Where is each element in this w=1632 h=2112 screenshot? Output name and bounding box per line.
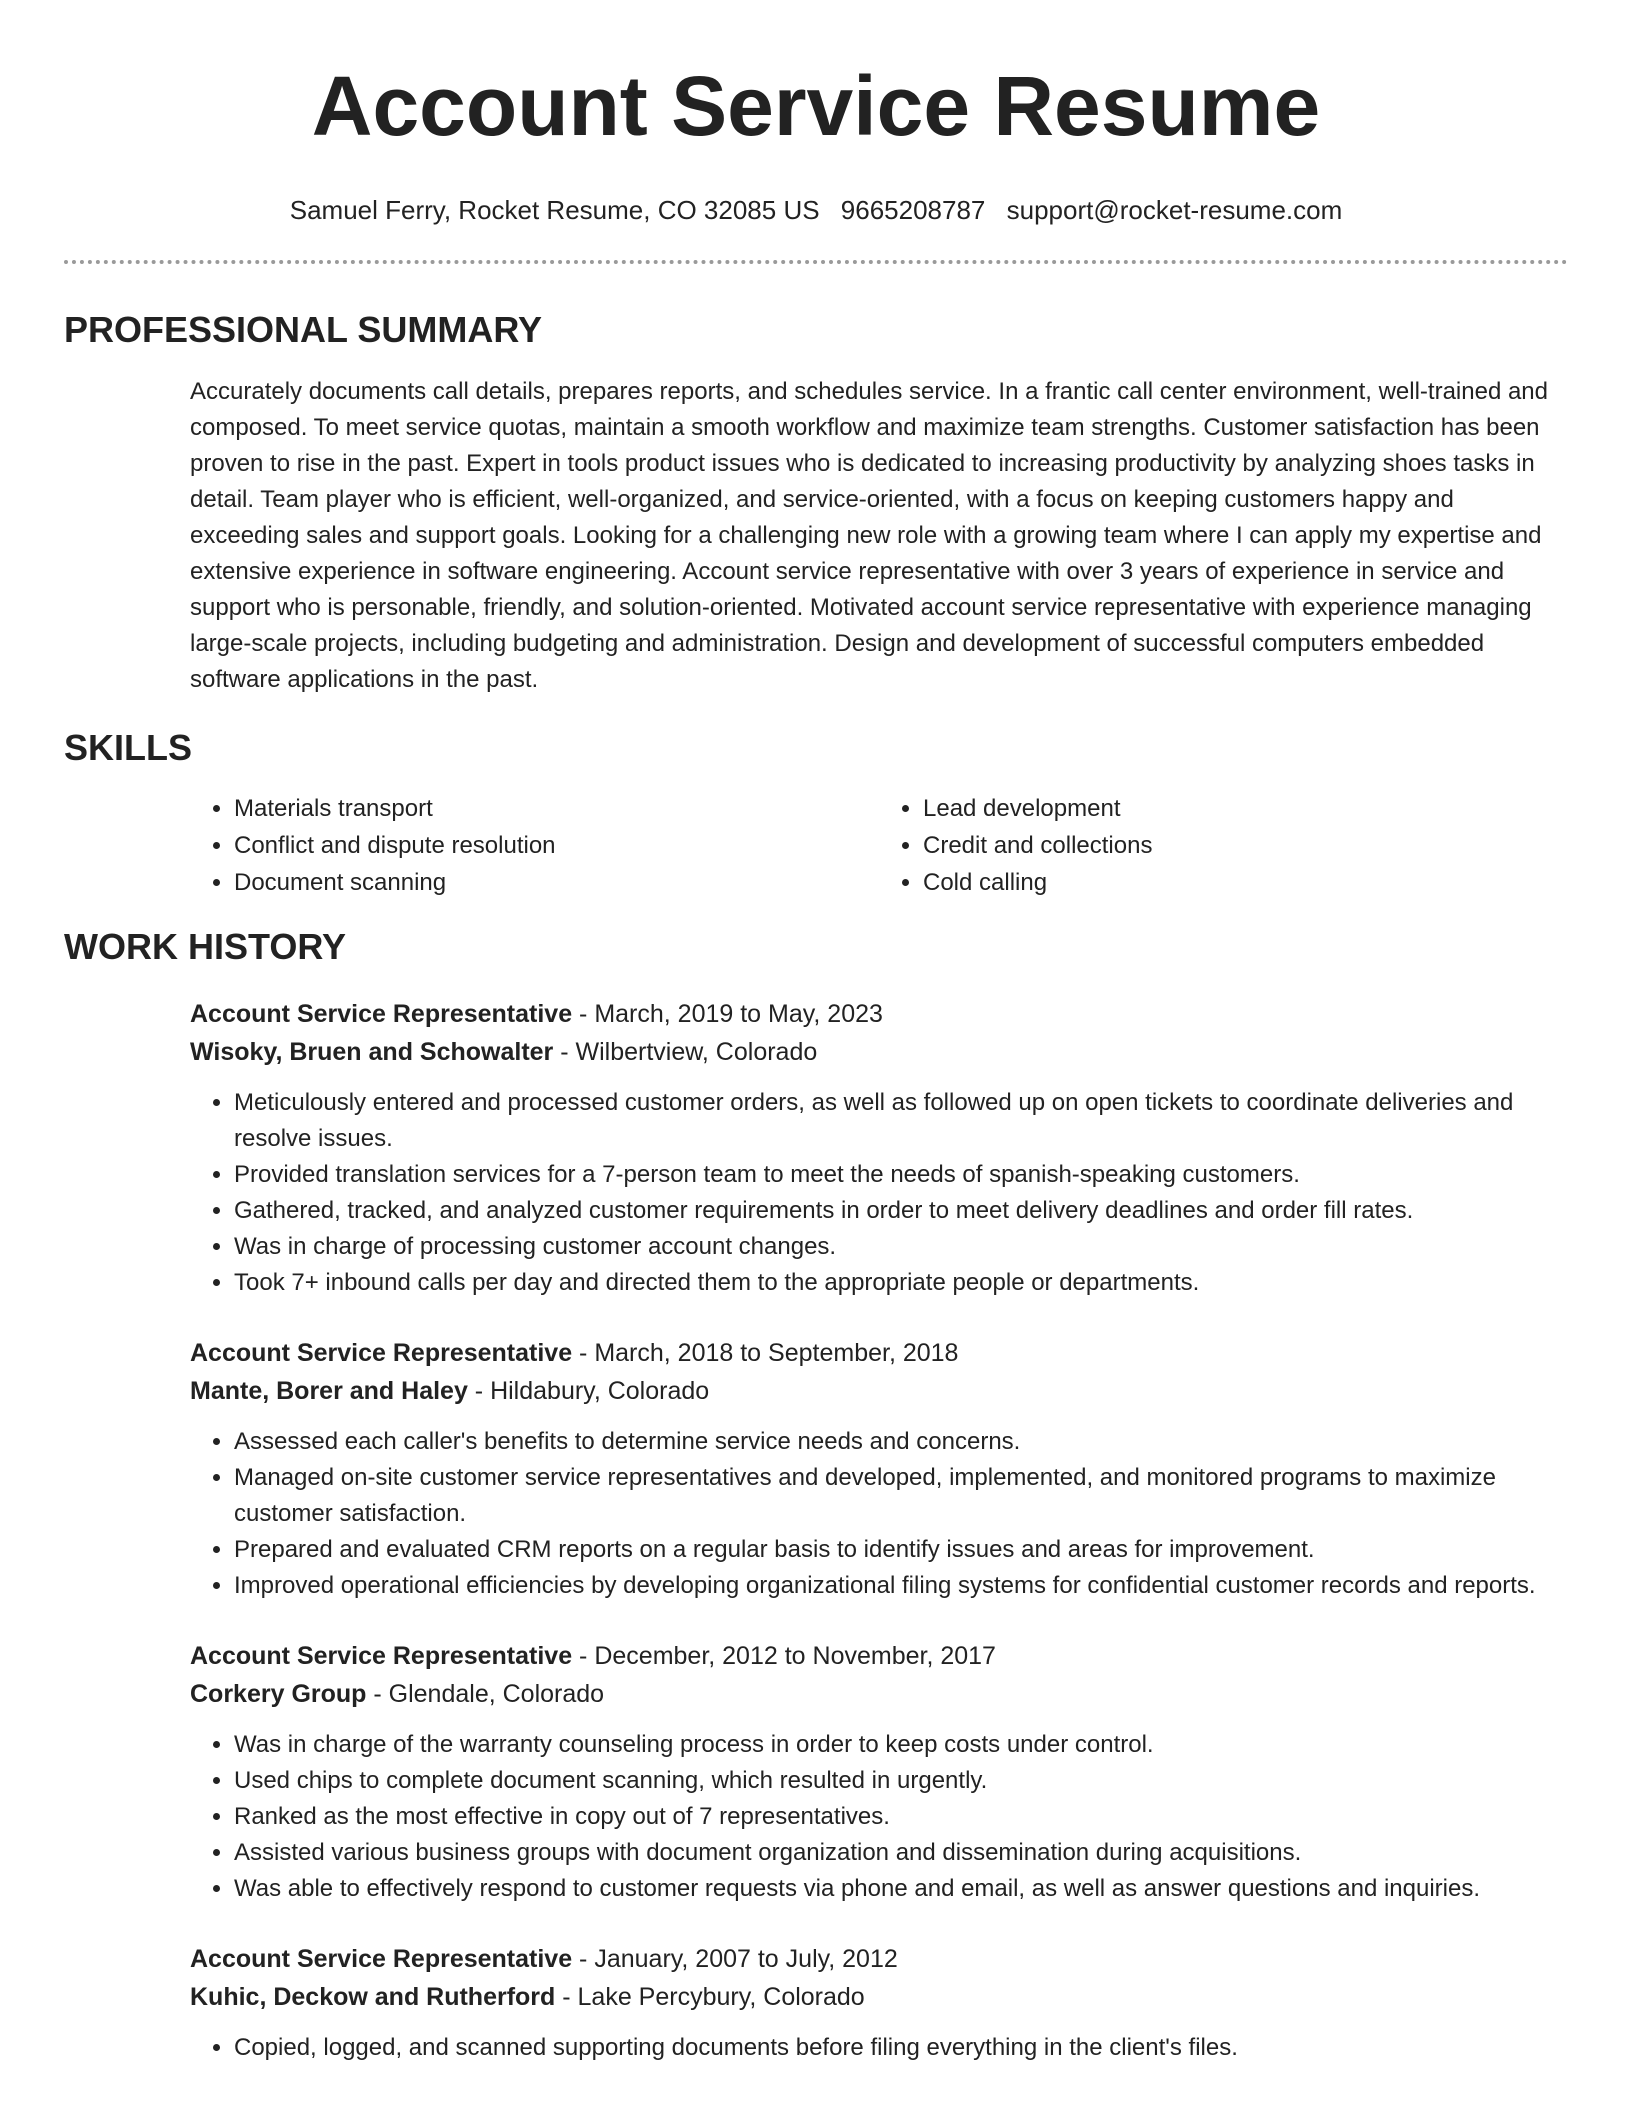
skills-section [64, 726, 1568, 901]
job-bullet: • Took 7+ inbound calls per day and directed them to the appropriate people or departments. [234, 1265, 1568, 1301]
contact-email: support@rocket-resume.com [1006, 195, 1343, 225]
job-role: Account Service Representative [190, 1339, 573, 1367]
job-title-line [190, 1334, 1568, 1372]
resume-title: Account Service Resume [311, 59, 1321, 153]
job-bullet: • Copied, logged, and scanned supporting documents before filing everything in the client's files. [234, 2030, 1568, 2066]
job-bullet: • Assisted various business groups with document organization and dissemination during acquisitions. [234, 1835, 1568, 1871]
job-title-line [190, 1940, 1568, 1978]
job-dates: - March, 2018 to September, 2018 [572, 1339, 959, 1367]
job-bullet: • Provided translation services for a 7-person team to meet the needs of spanish-speaking customers. [234, 1157, 1568, 1193]
job-bullet: • Ranked as the most effective in copy out of 7 representatives. [234, 1799, 1568, 1835]
job-location: - Lake Percybury, Colorado [555, 1983, 865, 2011]
job-entry [190, 1637, 1568, 1907]
job-entry [190, 995, 1568, 1301]
job-bullet: • Prepared and evaluated CRM reports on a regular basis to identify issues and areas for improvement. [234, 1532, 1568, 1568]
summary-section [64, 308, 1568, 698]
work-history-section [64, 925, 1568, 2066]
job-dates: - March, 2019 to May, 2023 [572, 1000, 883, 1028]
job-location: - Wilbertview, Colorado [553, 1038, 818, 1066]
skill-item: • Cold calling [923, 864, 1568, 901]
job-bullet: • Gathered, tracked, and analyzed customer requirements in order to meet delivery deadlines and order fill rates. [234, 1193, 1568, 1229]
job-company-line [190, 1033, 1568, 1071]
job-bullet: • Was able to effectively respond to customer requests via phone and email, as well as answer questions and inquiries. [234, 1871, 1568, 1907]
job-bullet: • Was in charge of processing customer account changes. [234, 1229, 1568, 1265]
header-divider [64, 260, 1568, 264]
job-bullet: • Improved operational efficiencies by developing organizational filing systems for confidential customer records and reports. [234, 1568, 1568, 1604]
job-company-line [190, 1372, 1568, 1410]
job-title-line [190, 995, 1568, 1033]
job-company: Kuhic, Deckow and Rutherford [190, 1983, 556, 2011]
skill-item: • Materials transport [234, 790, 879, 827]
skills-list [190, 790, 1568, 901]
skills-column-right [879, 790, 1568, 901]
job-dates: - January, 2007 to July, 2012 [572, 1945, 898, 1973]
job-entry [190, 1940, 1568, 2066]
summary-text: Accurately documents call details, prepares reports, and schedules service. In a frantic call center environment, well-trained and composed. To meet service quotas, maintain a smooth workflow and maximize team strengths. Customer satisfaction has been proven to rise in the past. Expert in tools product issues who is dedicated to increasing productivity by analyzing shoes tasks in detail. Team player who is efficient, well-organized, and service-oriented, with a focus on keeping customers happy and exceeding sales and support goals. Looking for a challenging new role with a growing team where I can apply my expertise and extensive experience in software engineering. Account service representative with over 3 years of experience in service and support who is personable, friendly, and solution-oriented. Motivated account service representative with experience managing large-scale projects, including budgeting and administration. Design and development of successful computers embedded software applications in the past. [190, 378, 1549, 693]
job-company: Mante, Borer and Haley [190, 1377, 468, 1405]
job-company-line [190, 1675, 1568, 1713]
contact-phone: 9665208787 [840, 195, 986, 225]
job-dates: - December, 2012 to November, 2017 [572, 1642, 996, 1670]
job-bullet: • Assessed each caller's benefits to determine service needs and concerns. [234, 1424, 1568, 1460]
job-bullets [190, 2030, 1568, 2066]
job-title-line [190, 1637, 1568, 1675]
job-bullets [190, 1424, 1568, 1604]
job-bullet: • Was in charge of the warranty counseling process in order to keep costs under control. [234, 1727, 1568, 1763]
skill-item: • Credit and collections [923, 827, 1568, 864]
summary-heading: PROFESSIONAL SUMMARY [64, 309, 543, 350]
job-location: - Hildabury, Colorado [467, 1377, 710, 1405]
contact-line [64, 194, 1568, 226]
job-bullets [190, 1085, 1568, 1301]
job-location: - Glendale, Colorado [366, 1680, 605, 1708]
skills-column-left [190, 790, 879, 901]
job-bullets [190, 1727, 1568, 1907]
work-history-heading: WORK HISTORY [64, 926, 347, 967]
skill-item: • Lead development [923, 790, 1568, 827]
job-company-line [190, 1978, 1568, 2016]
job-role: Account Service Representative [190, 1000, 573, 1028]
job-company: Corkery Group [190, 1680, 367, 1708]
job-bullet: • Used chips to complete document scanning, which resulted in urgently. [234, 1763, 1568, 1799]
job-role: Account Service Representative [190, 1945, 573, 1973]
skill-item: • Conflict and dispute resolution [234, 827, 879, 864]
job-role: Account Service Representative [190, 1642, 573, 1670]
job-company: Wisoky, Bruen and Schowalter [190, 1038, 554, 1066]
skills-heading: SKILLS [64, 727, 193, 768]
contact-address: Samuel Ferry, Rocket Resume, CO 32085 US [289, 195, 820, 225]
job-bullet: • Managed on-site customer service representatives and developed, implemented, and monitored programs to maximize customer satisfaction. [234, 1460, 1568, 1532]
job-entry [190, 1334, 1568, 1604]
skill-item: • Document scanning [234, 864, 879, 901]
job-bullet: • Meticulously entered and processed customer orders, as well as followed up on open tickets to coordinate deliveries and resolve issues. [234, 1085, 1568, 1157]
